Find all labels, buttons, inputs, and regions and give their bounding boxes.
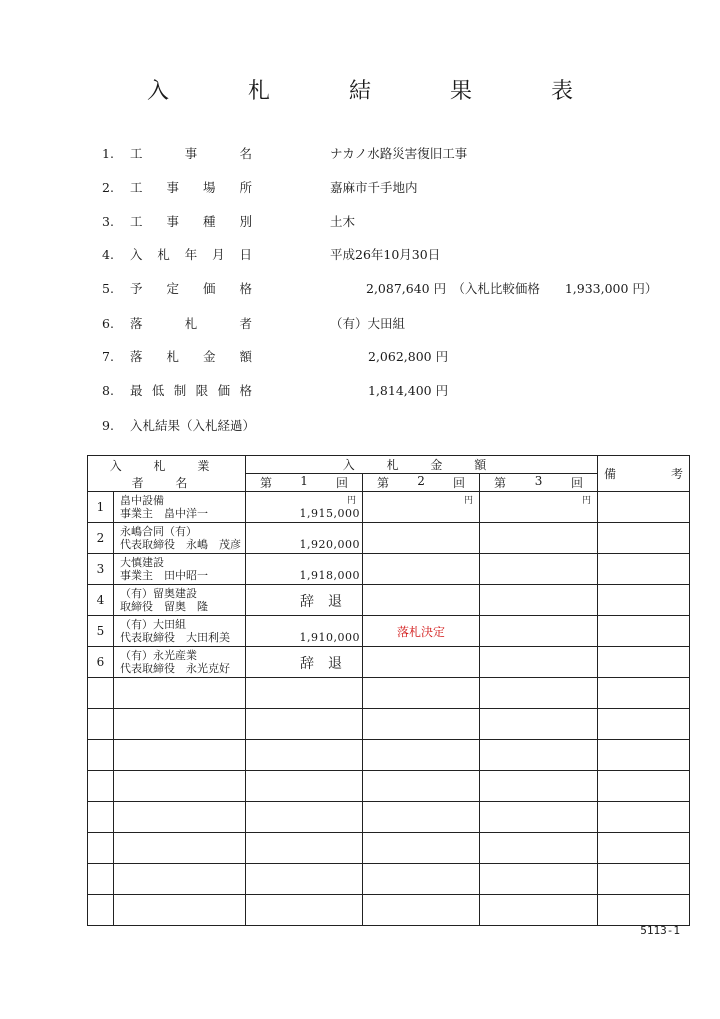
info-label <box>130 279 252 297</box>
info-label-char: 札 <box>166 349 179 364</box>
representative-name: 代表取締役 永光克好 <box>120 662 230 675</box>
empty-cell <box>363 895 480 926</box>
notes-cell <box>598 492 690 523</box>
empty-cell <box>598 771 690 802</box>
company-name: 大慎建設 <box>120 556 164 569</box>
info-value: ナカノ水路災害復旧工事 <box>330 146 468 161</box>
empty-cell <box>480 833 598 864</box>
empty-cell <box>88 833 114 864</box>
empty-cell <box>363 833 480 864</box>
notes-cell <box>598 523 690 554</box>
empty-row <box>88 678 690 709</box>
empty-cell <box>480 709 598 740</box>
info-value: 嘉麻市千手地内 <box>330 180 418 195</box>
empty-cell <box>598 864 690 895</box>
empty-cell <box>114 864 246 895</box>
round2-cell <box>363 647 480 678</box>
empty-row <box>88 740 690 771</box>
empty-cell <box>246 895 363 926</box>
empty-cell <box>598 802 690 833</box>
representative-name: 事業主 畠中洋一 <box>120 507 208 520</box>
empty-cell <box>480 802 598 833</box>
info-label-char: 工 <box>130 146 143 161</box>
empty-row <box>88 864 690 895</box>
withdrawn-label: 辞退 <box>300 594 357 610</box>
info-label-char: 定 <box>166 281 179 296</box>
info-number: 7. <box>102 348 114 364</box>
info-row <box>102 346 449 366</box>
info-label-char: 所 <box>239 180 252 195</box>
empty-cell <box>480 895 598 926</box>
bidder-cell <box>114 492 246 523</box>
bid-amount: 1,918,000 <box>299 569 361 582</box>
info-label-char: 事 <box>166 214 179 229</box>
row-number: 2 <box>88 523 114 554</box>
info-label-char: 予 <box>130 281 143 296</box>
representative-name: 代表取締役 大田利美 <box>120 631 230 644</box>
empty-cell <box>598 678 690 709</box>
round3-header: 第 3 回 <box>480 474 598 492</box>
info-label <box>130 347 252 365</box>
info-label-char: 工 <box>130 180 143 195</box>
info-value: 2,087,640 円 （入札比較価格 1,933,000 円） <box>366 281 658 296</box>
empty-cell <box>246 802 363 833</box>
empty-cell <box>246 678 363 709</box>
empty-cell <box>246 740 363 771</box>
table-row <box>88 616 690 647</box>
results-table <box>87 455 690 926</box>
info-label-char: 工 <box>130 214 143 229</box>
empty-cell <box>88 740 114 771</box>
empty-row <box>88 833 690 864</box>
yen-label: 円 <box>582 496 592 506</box>
info-label-char: 日 <box>239 247 252 262</box>
round3-cell <box>480 616 598 647</box>
company-name: 畠中設備 <box>120 494 164 507</box>
table-row <box>88 647 690 678</box>
round1-cell <box>246 647 363 678</box>
empty-cell <box>598 895 690 926</box>
empty-cell <box>246 709 363 740</box>
info-label <box>130 178 252 196</box>
info-row <box>102 244 441 264</box>
info-label <box>130 314 252 332</box>
info-label-char: 金 <box>202 349 216 364</box>
empty-cell <box>114 802 246 833</box>
info-value: （有）大田組 <box>330 316 406 331</box>
empty-cell <box>88 864 114 895</box>
empty-cell <box>480 864 598 895</box>
notes-header-char: 備 <box>604 467 617 481</box>
withdrawn-label: 辞退 <box>300 656 357 672</box>
empty-cell <box>598 740 690 771</box>
empty-row <box>88 802 690 833</box>
round2-cell <box>363 523 480 554</box>
bidder-cell <box>114 616 246 647</box>
info-label-char: 格 <box>239 281 252 296</box>
info-label-char: 落 <box>130 316 143 331</box>
info-label-char: 名 <box>239 146 252 161</box>
info-row <box>102 415 255 435</box>
info-label-char: 入札結果（入札経過） <box>130 418 256 433</box>
bidder-cell <box>114 647 246 678</box>
empty-cell <box>363 802 480 833</box>
empty-cell <box>363 864 480 895</box>
info-label-char: 額 <box>239 349 252 364</box>
info-label-char: 年 <box>184 247 198 262</box>
info-label-char: 価 <box>217 383 231 398</box>
round3-cell <box>480 523 598 554</box>
company-name: （有）永光産業 <box>120 649 197 662</box>
bidder-cell <box>114 554 246 585</box>
info-value: 平成26年10月30日 <box>330 247 441 262</box>
empty-row <box>88 771 690 802</box>
round2-cell <box>363 554 480 585</box>
round1-cell <box>246 585 363 616</box>
info-label <box>130 416 255 434</box>
empty-cell <box>114 709 246 740</box>
empty-cell <box>246 864 363 895</box>
winner-mark: 落札決定 <box>397 625 446 639</box>
info-row <box>102 313 406 333</box>
info-label-char: 落 <box>130 349 143 364</box>
representative-name: 取締役 留奥 隆 <box>120 600 208 613</box>
representative-name: 事業主 田中昭一 <box>120 569 208 582</box>
info-label-char: 札 <box>157 247 170 262</box>
table-row <box>88 554 690 585</box>
notes-cell <box>598 585 690 616</box>
empty-cell <box>88 895 114 926</box>
info-number: 9. <box>102 417 114 433</box>
bidder-cell <box>114 523 246 554</box>
table-row <box>88 523 690 554</box>
info-label <box>130 212 252 230</box>
round2-header: 第 2 回 <box>363 474 480 492</box>
info-label-char: 者 <box>239 316 252 331</box>
round2-cell <box>363 616 480 647</box>
info-number: 1. <box>102 145 114 161</box>
company-name: 永嶋合同（有） <box>120 525 197 538</box>
company-name: （有）留奥建設 <box>120 587 197 600</box>
info-label <box>130 144 252 162</box>
empty-cell <box>88 709 114 740</box>
info-label-char: 別 <box>239 214 252 229</box>
info-value: 1,814,400 円 <box>368 383 449 398</box>
info-number: 5. <box>102 280 114 296</box>
round3-cell <box>480 492 598 523</box>
row-number: 4 <box>88 585 114 616</box>
empty-cell <box>480 678 598 709</box>
round3-cell <box>480 585 598 616</box>
info-label <box>130 245 252 263</box>
notes-cell <box>598 647 690 678</box>
info-number: 6. <box>102 315 114 331</box>
notes-header <box>598 456 690 492</box>
company-name: （有）大田組 <box>120 618 186 631</box>
info-number: 8. <box>102 382 114 398</box>
info-row <box>102 177 418 197</box>
empty-cell <box>114 771 246 802</box>
info-value: 2,062,800 円 <box>368 349 449 364</box>
info-row <box>102 278 658 298</box>
empty-cell <box>480 771 598 802</box>
info-row <box>102 211 356 231</box>
info-row <box>102 143 468 163</box>
info-label-char: 事 <box>166 180 179 195</box>
yen-label: 円 <box>347 496 357 506</box>
table-row <box>88 585 690 616</box>
page-title: 入 札 結 果 表 <box>147 79 609 104</box>
info-label-char: 事 <box>184 146 198 161</box>
row-number: 1 <box>88 492 114 523</box>
info-label-char: 低 <box>151 383 165 398</box>
round3-cell <box>480 647 598 678</box>
info-label-char: 入 <box>130 247 143 262</box>
round2-cell <box>363 492 480 523</box>
empty-cell <box>114 833 246 864</box>
document-code: 5113-1 <box>640 924 680 937</box>
info-label-char: 価 <box>202 281 216 296</box>
info-value: 土木 <box>330 214 356 229</box>
representative-name: 代表取締役 永嶋 茂彦 <box>120 538 241 551</box>
row-number: 3 <box>88 554 114 585</box>
info-label-char: 制 <box>173 383 187 398</box>
empty-cell <box>88 678 114 709</box>
yen-label: 円 <box>464 496 474 506</box>
info-row <box>102 380 449 400</box>
empty-row <box>88 895 690 926</box>
round1-header: 第 1 回 <box>246 474 363 492</box>
amount-header: 入 札 金 額 <box>246 456 598 474</box>
round1-cell <box>246 554 363 585</box>
empty-cell <box>480 740 598 771</box>
notes-header-char: 考 <box>671 467 684 481</box>
row-number: 5 <box>88 616 114 647</box>
info-label-char: 最 <box>130 383 143 398</box>
empty-cell <box>363 678 480 709</box>
empty-cell <box>598 833 690 864</box>
round1-cell <box>246 492 363 523</box>
empty-cell <box>114 740 246 771</box>
notes-cell <box>598 616 690 647</box>
info-number: 3. <box>102 213 114 229</box>
info-label-char: 月 <box>212 247 225 262</box>
bid-amount: 1,915,000 <box>299 507 361 520</box>
round3-cell <box>480 554 598 585</box>
empty-cell <box>363 740 480 771</box>
empty-cell <box>363 709 480 740</box>
empty-cell <box>246 771 363 802</box>
empty-cell <box>114 895 246 926</box>
info-label-char: 場 <box>202 180 216 195</box>
table-row <box>88 492 690 523</box>
round1-cell <box>246 523 363 554</box>
round2-cell <box>363 585 480 616</box>
empty-cell <box>88 771 114 802</box>
bid-amount: 1,910,000 <box>299 631 361 644</box>
notes-cell <box>598 554 690 585</box>
empty-cell <box>88 802 114 833</box>
round1-cell <box>246 616 363 647</box>
empty-cell <box>598 709 690 740</box>
bidder-header: 入 札 業 者 名 <box>88 456 246 492</box>
empty-cell <box>114 678 246 709</box>
info-label-char: 札 <box>184 316 198 331</box>
bidder-cell <box>114 585 246 616</box>
info-number: 4. <box>102 246 114 262</box>
row-number: 6 <box>88 647 114 678</box>
empty-cell <box>246 833 363 864</box>
bid-amount: 1,920,000 <box>299 538 361 551</box>
info-label <box>130 381 252 399</box>
info-number: 2. <box>102 179 114 195</box>
empty-cell <box>363 771 480 802</box>
info-label-char: 限 <box>195 383 209 398</box>
info-label-char: 種 <box>202 214 216 229</box>
info-label-char: 格 <box>239 383 252 398</box>
empty-row <box>88 709 690 740</box>
